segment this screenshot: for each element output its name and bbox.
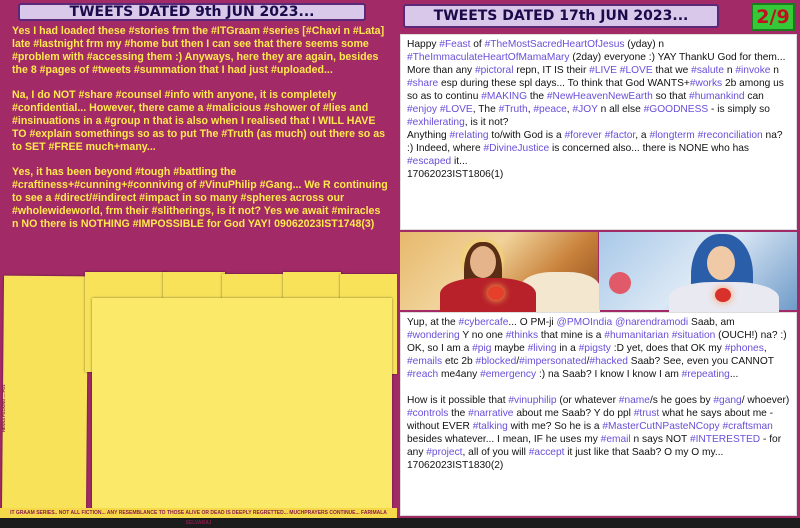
hashtag-link[interactable]: #living <box>527 343 557 354</box>
collage-strip: IT GRAAM SERIES.. NOT ALL FICTION... ANY RESEMBLANCE TO THOSE ALIVE OR DEAD IS DEEPLY REGRETTED... MUCHPRAYERS CONTINUE... FARIMALA SELVARAJ <box>0 508 397 518</box>
tweet-text-segment: , a <box>635 130 650 141</box>
tweet-text-segment: Happy <box>407 39 440 50</box>
hashtag-link[interactable]: #LIVE <box>589 65 617 76</box>
tweet-text-segment: with me? So he is a <box>507 421 603 432</box>
tweet-text-segment: me4any <box>438 369 481 380</box>
tweet-text-segment: n <box>770 65 782 76</box>
tweet-text-segment: Saab? See, even you CANNOT <box>627 356 777 367</box>
hashtag-link[interactable]: #longterm <box>649 130 695 141</box>
tweet-text-segment: esp during these spl days... To think that God WANTS+ <box>438 78 690 89</box>
tweet-text-segment: maybe <box>491 343 528 354</box>
hashtag-link[interactable]: #reconciliation <box>697 130 763 141</box>
tweet-text-segment: the <box>527 91 547 102</box>
left-paragraph-3: Yes, it has been beyond #tough #battling the #craftiness+#cunning+#conniving of #VinuPhilip #Gang... We R continuing to see a #direct/#indirect #impact in so many #spheres across our #wholewideworld, frm their #slitherings, is it not? Yes we await #miracles n NO there is NOTHING #IMPOSSIBLE for God YAY! 09062023IST1748(3) <box>12 166 388 230</box>
tweet-text-segment: it... 17062023IST1806(1) <box>407 156 504 180</box>
hashtag-link[interactable]: #forever <box>564 130 602 141</box>
hashtag-link[interactable]: #thinks <box>505 330 539 341</box>
tweet-text-segment: besides whatever... I mean, IF he uses my <box>407 421 776 445</box>
story-page-main-image <box>92 298 392 512</box>
hashtag-link[interactable]: #INTERESTED <box>689 434 761 445</box>
page-indicator: 2/9 <box>751 3 795 31</box>
hashtag-link[interactable]: #MAKING <box>481 91 528 102</box>
hashtag-link[interactable]: #reach <box>407 369 439 380</box>
tweet-text-segment: :D yet, does that OK my <box>610 343 725 354</box>
hashtag-link[interactable]: #narrative <box>468 408 514 419</box>
tweet-text-segment: :) na Saab? I know I know I am <box>536 369 682 380</box>
tweet-text-segment: in a <box>556 343 579 354</box>
tweet-text-segment: (or whatever <box>556 395 619 406</box>
hashtag-link[interactable]: #email <box>600 434 631 445</box>
hashtag-link[interactable]: #hacked <box>589 356 628 367</box>
hashtag-link[interactable]: #LOVE <box>619 65 653 76</box>
hashtag-link[interactable]: #impersonated <box>519 356 587 367</box>
hashtag-link[interactable]: #works <box>689 78 723 89</box>
tweet-text-segment: (OUCH!) na? :) OK, so I am a <box>407 330 790 354</box>
hashtag-link[interactable]: #phones <box>724 343 764 354</box>
story-page-image <box>2 276 88 513</box>
hashtag-link[interactable]: #project <box>426 447 463 458</box>
tweet-text-1 <box>407 38 790 181</box>
hashtag-link[interactable]: #invoke <box>735 65 771 76</box>
left-paragraph-2: Na, I do NOT #share #counsel #info with anyone, it is completely #confidential... However, there came a #malicious #shower of #lies and #insinuations in a #group n that is also when I realised that I WILL HAVE TO #explain somethings so as to put The #Truth (as much) out there so as to SET #FREE much+many... <box>12 89 386 153</box>
tweet-text-segment: , <box>527 104 534 115</box>
tweet-text-segment: ... O PM-ji <box>508 317 557 328</box>
hashtag-link[interactable]: #DivineJustice <box>483 143 550 154</box>
tweet-text-2 <box>407 316 793 472</box>
tweet-text-segment: n says NOT <box>630 434 690 445</box>
hashtag-link[interactable]: #accept <box>528 447 565 458</box>
hashtag-link[interactable]: #vinuphilip <box>508 395 557 406</box>
tweet-text-segment: na? :) Indeed, where <box>407 130 786 154</box>
hashtag-link[interactable]: #enjoy <box>407 104 438 115</box>
hashtag-link[interactable]: #JOY <box>572 104 598 115</box>
tweet-text-segment: , The <box>472 104 499 115</box>
left-paragraph-1: Yes I had loaded these #stories frm the #ITGraam #series [#Chavi n #Lata] late #lastnight frm my #home but then I can see that there seems some #problem with #accessing them :) Anyways, here they are again, besides the 8 #pages of #tweets #summation that I had just #uploaded... <box>12 25 385 76</box>
tweet-text-segment: of <box>470 39 485 50</box>
tweet-text-segment: Yup, at the <box>407 317 459 328</box>
sacred-heart-image <box>400 232 598 310</box>
tweet-text-segment: what he says about me - without EVER <box>407 408 776 432</box>
hashtag-link[interactable]: #Feast <box>439 39 471 50</box>
right-panel <box>397 0 800 518</box>
tweet-text-segment: about me Saab? Y do ppl <box>513 408 634 419</box>
hashtag-link[interactable]: #pigsty <box>578 343 611 354</box>
hashtag-link[interactable]: #relating <box>449 130 489 141</box>
hashtag-link[interactable]: #peace <box>533 104 567 115</box>
tweet-text-segment: it just like that Saab? O my O my... 17062023IST1830(2) <box>407 447 724 471</box>
hashtag-link[interactable]: #situation <box>671 330 716 341</box>
hashtag-link[interactable]: #salute <box>691 65 725 76</box>
tweet-text-segment: (yday) n <box>624 39 667 50</box>
tweet-card-2 <box>400 312 797 516</box>
tweet-card-1 <box>400 34 797 230</box>
tweet-images <box>400 232 797 310</box>
hashtag-link[interactable]: #craftsman <box>722 421 773 432</box>
tweet-text-segment: , <box>566 104 573 115</box>
tweet-text-segment: etc 2b <box>442 356 476 367</box>
tweet-text-segment: , all of you will <box>462 447 529 458</box>
hashtag-link[interactable]: #emergency <box>480 369 537 380</box>
left-code: 09062023IST1748(3) <box>274 218 375 230</box>
hashtag-link[interactable]: @PMOIndia <box>556 317 613 328</box>
hashtag-link[interactable]: #escaped <box>407 156 452 167</box>
tweet-text-segment: Saab, am <box>688 317 738 328</box>
tweet-text-segment: repn, IT IS their <box>513 65 590 76</box>
left-panel <box>0 0 397 526</box>
hashtag-link[interactable]: @narendramodi <box>614 317 689 328</box>
hashtag-link[interactable]: #exhilerating <box>407 117 465 128</box>
hashtag-link[interactable]: #repeating <box>681 369 730 380</box>
tweet-text-segment: (2day) everyone :) YAY ThankU God for them... More than any <box>407 52 789 76</box>
hashtag-link[interactable]: #share <box>407 78 439 89</box>
tweet-text-segment: ... How is it possible that <box>407 369 739 406</box>
hashtag-link[interactable]: #emails <box>407 356 443 367</box>
hashtag-link[interactable]: #cybercafe <box>458 317 509 328</box>
left-title: TWEETS DATED 9th JUN 2023... <box>18 3 366 21</box>
tweet-text-segment: / <box>586 356 590 367</box>
tweet-text-segment: / <box>516 356 520 367</box>
hashtag-link[interactable]: #factor <box>604 130 636 141</box>
tweet-text-segment: - for any <box>407 434 784 458</box>
hashtag-link[interactable]: #TheImmaculateHeartOfMamaMary <box>407 52 570 63</box>
hashtag-link[interactable]: #LOVE <box>439 104 473 115</box>
hashtag-link[interactable]: #TheMostSacredHeartOfJesus <box>484 39 625 50</box>
hashtag-link[interactable]: #NewHeavenNewEarth <box>546 91 653 102</box>
hashtag-link[interactable]: #pig <box>472 343 492 354</box>
story-pages-collage <box>0 272 397 526</box>
hashtag-link[interactable]: #trust <box>633 408 660 419</box>
tweet-text-segment: so that <box>652 91 690 102</box>
vertical-label: HENNA PACKING — PG1 <box>1 384 6 432</box>
hashtag-link[interactable]: #wondering <box>407 330 460 341</box>
tweet-text-segment: is concerned also... there is NONE who has <box>549 143 752 154</box>
tweet-text-segment: , <box>763 343 770 354</box>
tweet-text-segment: that mine is a <box>538 330 605 341</box>
tweet-text-segment: , is it not? Anything <box>407 117 509 141</box>
hashtag-link[interactable]: #humanitarian <box>604 330 669 341</box>
tweet-text-segment: can <box>744 91 767 102</box>
hashtag-link[interactable]: #controls <box>407 408 449 419</box>
left-body <box>12 25 388 243</box>
hashtag-link[interactable]: #blocked <box>475 356 517 367</box>
tweet-text-segment: - is simply so <box>708 104 773 115</box>
tweet-text-segment: to/with God is a <box>488 130 565 141</box>
hashtag-link[interactable]: #pictoral <box>474 65 514 76</box>
tweet-text-segment: /s he goes by <box>649 395 714 406</box>
tweet-text-segment: the <box>448 408 469 419</box>
tweet-text-segment: / whoever) <box>741 395 793 406</box>
tweet-text-segment: 2b among us so as to continu <box>407 78 787 102</box>
hashtag-link[interactable]: #humankind <box>689 91 745 102</box>
tweet-text-segment: n <box>724 65 736 76</box>
immaculate-heart-image <box>599 232 797 310</box>
hashtag-link[interactable]: #talking <box>472 421 508 432</box>
hashtag-link[interactable]: #GOODNESS <box>643 104 709 115</box>
hashtag-link[interactable]: #gang <box>713 395 742 406</box>
tweet-text-segment: Y no one <box>459 330 506 341</box>
hashtag-link[interactable]: #name <box>618 395 650 406</box>
tweet-text-segment: n all else <box>597 104 644 115</box>
right-title: TWEETS DATED 17th JUN 2023... <box>403 4 719 28</box>
tweet-text-segment: that we <box>652 65 692 76</box>
hashtag-link[interactable]: #MasterCutNPasteNCopy <box>602 421 720 432</box>
hashtag-link[interactable]: #Truth <box>498 104 528 115</box>
